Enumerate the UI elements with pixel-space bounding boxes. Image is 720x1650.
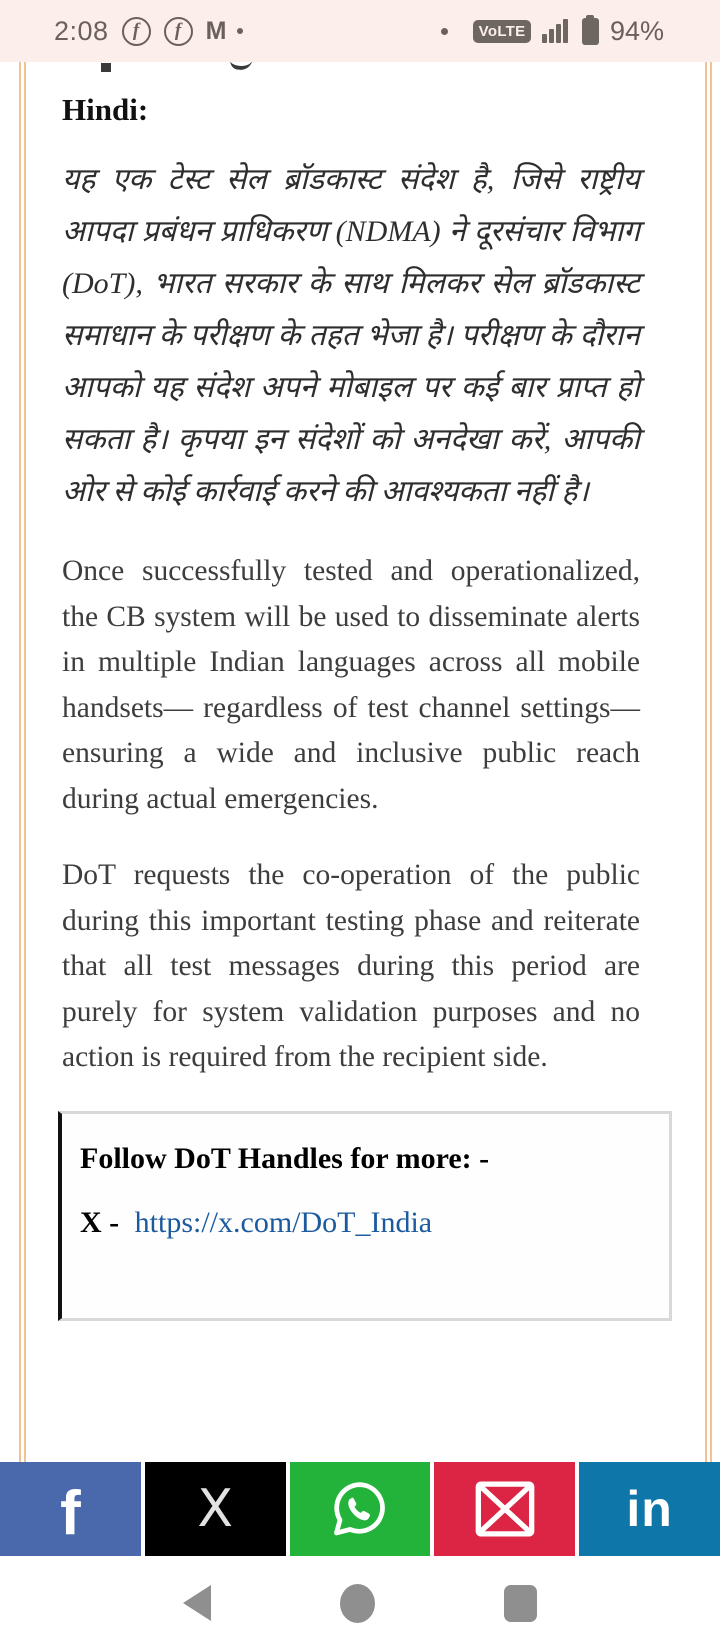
hindi-test-message-paragraph: यह एक टेस्ट सेल ब्रॉडकास्ट संदेश है, जिसे राष्ट्रीय आपदा प्रबंधन प्राधिकरण (NDMA) ने दूरसंचार विभाग (DoT), भारत सरकार के साथ मिलकर सेल ब्रॉडकास्ट समाधान के परीक्षण के तहत भेजा है। परीक्षण के दौरान आपको यह संदेश अपने मोबाइल पर कई बार प्राप्त हो सकता है। कृपया इन संदेशों को अनदेखा करें, आपकी ओर से कोई कार्रवाई करने की आवश्यकता नहीं है। (62, 163, 640, 508)
x-handle-row (80, 1206, 651, 1240)
signal-strength-icon (542, 19, 568, 43)
share-linkedin-button[interactable] (579, 1462, 720, 1556)
right-border-rule (705, 62, 707, 1464)
gmail-notification-icon: M (205, 16, 225, 45)
x-twitter-icon: X (197, 1479, 233, 1539)
status-bar-left (54, 16, 243, 47)
hindi-section-heading: Hindi: (62, 92, 149, 127)
android-navigation-bar (0, 1556, 720, 1650)
facebook-notification-icon: f (164, 17, 193, 46)
follow-handles-title: Follow DoT Handles for more: - (80, 1141, 490, 1175)
article-page (0, 62, 720, 1650)
follow-handles-box (58, 1111, 672, 1321)
more-notifications-dot-icon (237, 28, 243, 34)
article-content (0, 62, 720, 1321)
email-icon (473, 1478, 537, 1540)
cb-system-paragraph: Once successfully tested and operationalized, the CB system will be used to disseminate alerts in multiple Indian languages across all mobile handsets— regardless of test channel settings—ensuring a wide and inclusive public reach during actual emergencies. (62, 555, 640, 815)
share-whatsapp-button[interactable] (290, 1462, 431, 1556)
facebook-icon: f (60, 1479, 81, 1548)
volte-badge: VoLTE (473, 20, 532, 43)
back-button[interactable] (183, 1585, 211, 1621)
share-email-button[interactable] (434, 1462, 575, 1556)
left-border-rule (19, 62, 21, 1464)
right-border-rule (710, 62, 712, 1464)
whatsapp-icon (327, 1476, 393, 1542)
social-share-bar (0, 1462, 720, 1556)
status-dot-icon (441, 28, 448, 35)
left-border-rule (24, 62, 26, 1464)
share-x-button[interactable] (145, 1462, 286, 1556)
linkedin-icon: in (626, 1481, 673, 1537)
clipped-text-fragment (101, 63, 111, 72)
x-handle-label: X - (80, 1205, 120, 1239)
clock: 2:08 (54, 15, 109, 46)
status-bar (0, 0, 720, 62)
facebook-notification-icon: f (122, 17, 151, 46)
dot-request-paragraph: DoT requests the co-operation of the public during this important testing phase and reiterate that all test messages during this period are purely for system validation purposes and no action is required from the recipient side. (62, 859, 640, 1073)
x-handle-link[interactable]: https://x.com/DoT_India (134, 1205, 433, 1239)
share-facebook-button[interactable] (0, 1462, 141, 1556)
battery-percent: 94% (609, 15, 664, 46)
status-bar-right (441, 16, 664, 47)
battery-icon (582, 18, 599, 45)
recents-button[interactable] (504, 1585, 537, 1622)
home-button[interactable] (340, 1584, 375, 1623)
